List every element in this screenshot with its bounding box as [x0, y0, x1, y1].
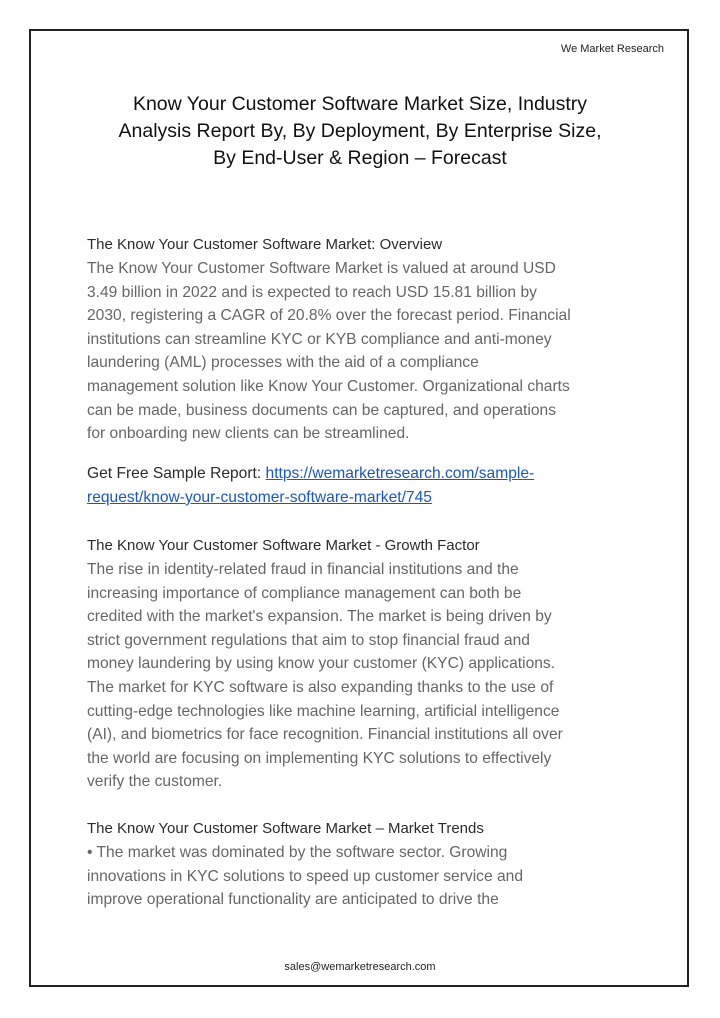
trends-paragraph [87, 841, 647, 912]
sample-report-label: Get Free Sample Report: [87, 465, 266, 482]
paragraph-line: The Know Your Customer Software Market is valued at around USD [87, 260, 556, 277]
paragraph-line: management solution like Know Your Customer. Organizational charts [87, 377, 570, 395]
growth-heading: The Know Your Customer Software Market - Growth Factor [87, 537, 480, 554]
paragraph-line: 3.49 billion in 2022 and is expected to reach USD 15.81 billion by [87, 283, 537, 301]
overview-paragraph [87, 257, 647, 446]
paragraph-line: improve operational functionality are anticipated to drive the [87, 891, 499, 909]
header-brand: We Market Research [560, 43, 664, 55]
title-line: Analysis Report By, By Deployment, By Enterprise Size, [118, 120, 602, 142]
paragraph-line: can be made, business documents can be captured, and operations [87, 401, 556, 419]
sample-report [87, 462, 647, 509]
growth-section [87, 534, 647, 794]
paragraph-line: money laundering by using know your customer (KYC) applications. [87, 655, 556, 673]
paragraph-line: The market for KYC software is also expanding thanks to the use of [87, 678, 554, 696]
paragraph-line: verify the customer. [87, 773, 223, 791]
paragraph-line: for onboarding new clients can be streamlined. [87, 425, 410, 443]
paragraph-line: • The market was dominated by the software sector. Growing [87, 844, 508, 861]
paragraph-line: institutions can streamline KYC or KYB compliance and anti-money [87, 330, 552, 348]
sample-report-link-continued[interactable]: request/know-your-customer-software-market/745 [87, 488, 432, 506]
title-line: By End-User & Region – Forecast [213, 147, 507, 169]
paragraph-line: The rise in identity-related fraud in financial institutions and the [87, 561, 519, 578]
sample-report-link[interactable]: https://wemarketresearch.com/sample- [265, 465, 535, 482]
footer-email: sales@wemarketresearch.com [284, 961, 436, 973]
paragraph-line: 2030, registering a CAGR of 20.8% over the forecast period. Financial [87, 307, 571, 325]
trends-heading: The Know Your Customer Software Market – Market Trends [87, 820, 484, 837]
paragraph-line: cutting-edge technologies like machine learning, artificial intelligence [87, 702, 560, 720]
paragraph-line: increasing importance of compliance management can both be [87, 584, 522, 602]
document-title [60, 91, 660, 172]
paragraph-line: strict government regulations that aim to stop financial fraud and [87, 631, 530, 649]
growth-paragraph [87, 558, 647, 794]
paragraph-line: innovations in KYC solutions to speed up customer service and [87, 867, 524, 885]
paragraph-line: (AI), and biometrics for face recognition. Financial institutions all over [87, 726, 563, 744]
paragraph-line: the world are focusing on implementing KYC solutions to effectively [87, 749, 552, 767]
trends-section [87, 817, 647, 912]
overview-heading: The Know Your Customer Software Market: Overview [87, 236, 443, 253]
paragraph-line: credited with the market's expansion. The market is being driven by [87, 608, 552, 626]
title-line: Know Your Customer Software Market Size, Industry [132, 93, 588, 115]
paragraph-line: laundering (AML) processes with the aid of a compliance [87, 354, 479, 372]
overview-section [87, 233, 647, 446]
